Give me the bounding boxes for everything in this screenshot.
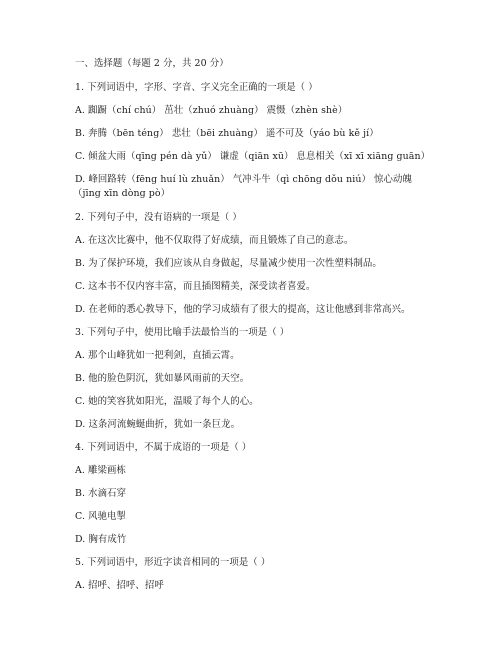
q4-option-b: B. 水滴石穿 — [75, 488, 127, 499]
section-title: 一、选择题（每题 2 分，共 20 分） — [75, 58, 229, 69]
q2-option-d: D. 在老师的悉心教导下，他的学习成绩有了很大的提高，这让他感到非常高兴。 — [75, 304, 411, 315]
q3-option-b: B. 他的脸色阴沉，犹如暴风雨前的天空。 — [75, 373, 250, 384]
q3-option-c: C. 她的笑容犹如阳光，温暖了每个人的心。 — [75, 396, 259, 407]
q3-option-a: A. 那个山峰犹如一把利剑，直插云霄。 — [75, 350, 240, 361]
q1-option-d: D. 峰回路转（fēng huí lù zhuǎn） 气冲斗牛（qì chōng dǒu niú） 惊心动魄 — [75, 174, 412, 185]
q4-option-a: A. 雕梁画栋 — [75, 465, 126, 476]
question-3: 3. 下列句子中，使用比喻手法最恰当的一项是（ ） — [75, 327, 290, 338]
q1-option-a: A. 踟蹰（chí chú） 茁壮（zhuó zhuàng） 震慑（zhèn shè） — [75, 105, 348, 116]
q1-option-d-continued: （jīng xīn dòng pò） — [73, 188, 171, 199]
q1-option-c: C. 倾盆大雨（qīng pén dà yǔ） 谦虚（qiān xū） 息息相关（xī xī xiāng guān） — [75, 151, 431, 162]
question-2: 2. 下列句子中，没有语病的一项是（ ） — [75, 212, 242, 223]
q2-option-c: C. 这本书不仅内容丰富，而且插图精美，深受读者喜爱。 — [75, 281, 316, 292]
question-4: 4. 下列词语中，不属于成语的一项是（ ） — [75, 442, 252, 453]
question-5: 5. 下列词语中，形近字读音相同的一项是（ ） — [75, 557, 271, 568]
q3-option-d: D. 这条河流蜿蜒曲折，犹如一条巨龙。 — [75, 419, 241, 430]
q1-option-b: B. 奔腾（bēn téng） 悲壮（bēi zhuàng） 遥不可及（yáo bù kě jí） — [75, 128, 379, 139]
question-1: 1. 下列词语中，字形、字音、字义完全正确的一项是（ ） — [75, 82, 318, 93]
q5-option-a: A. 招呼、招呼、招呼 — [75, 580, 164, 591]
q2-option-b: B. 为了保护环境，我们应该从自身做起，尽量减少使用一次性塑料制品。 — [75, 258, 382, 269]
q4-option-d: D. 胸有成竹 — [75, 534, 127, 545]
q2-option-a: A. 在这次比赛中，他不仅取得了好成绩，而且锻炼了自己的意志。 — [75, 235, 354, 246]
q4-option-c: C. 风驰电掣 — [75, 511, 126, 522]
